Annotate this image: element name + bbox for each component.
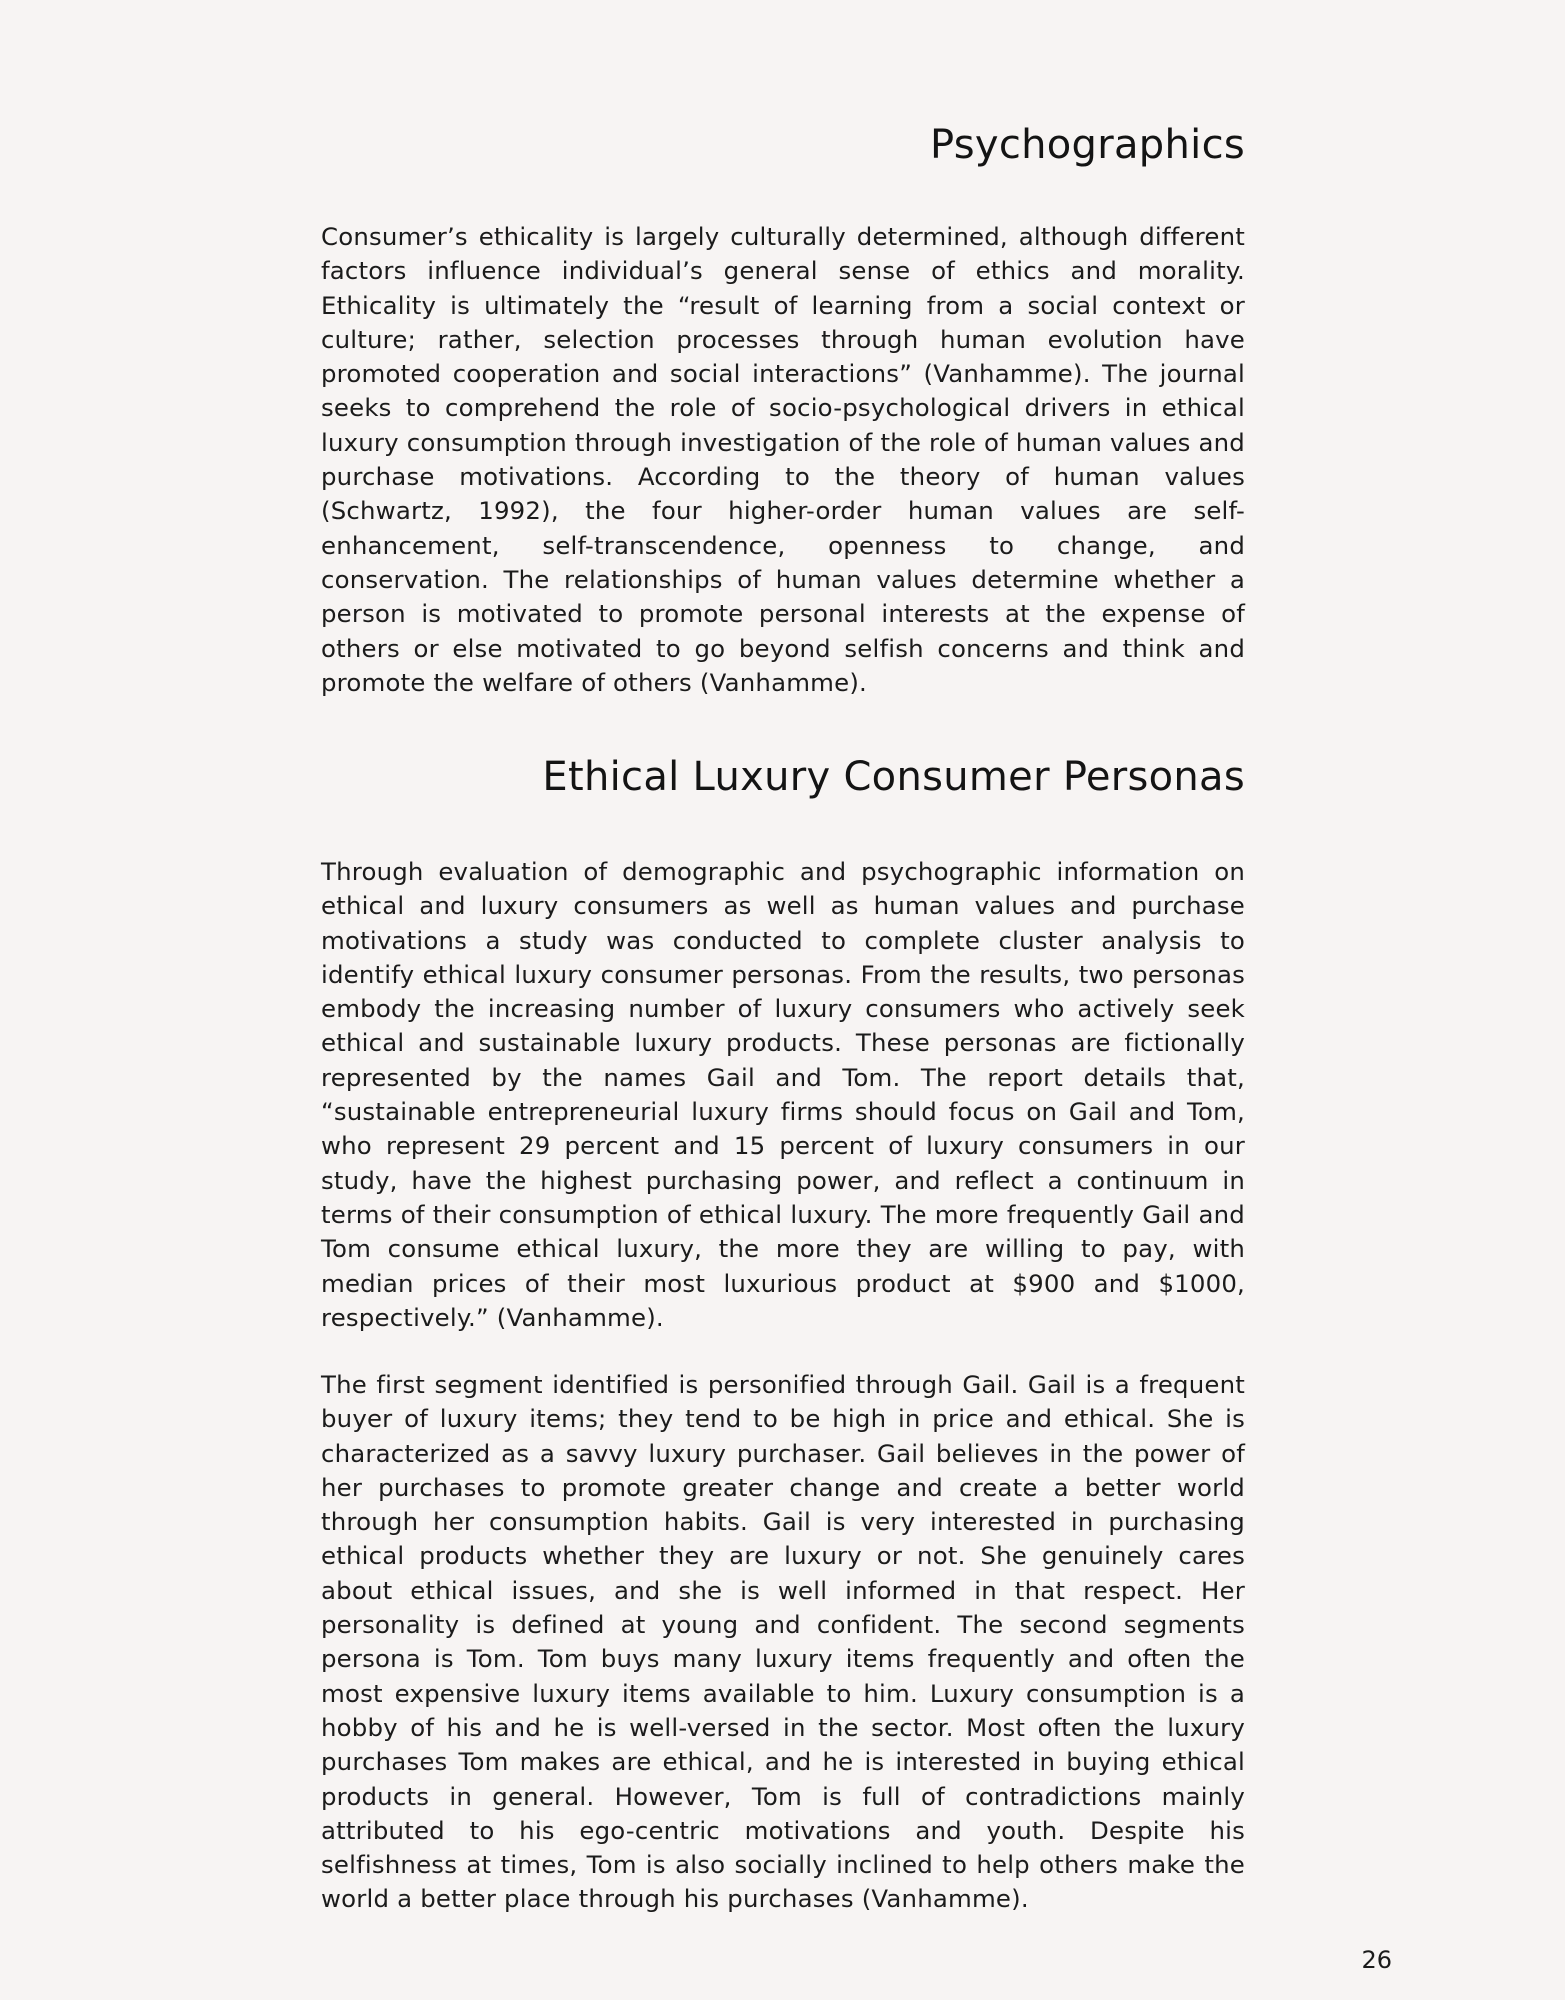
section-heading-psychographics: Psychographics — [930, 122, 1245, 168]
section-heading-personas: Ethical Luxury Consumer Personas — [542, 754, 1245, 800]
paragraph-psychographics: Consumer’s ethicality is largely culturally determined, although different factors influence individual’s general sense of ethics and morality. Ethicality is ultimately the “result of learning from a social context or culture; rather, selection processes through human evolution have promoted cooperation and social interactions” (Vanhamme). The journal seeks to comprehend the role of socio-psychological drivers in ethical luxury consumption through investigation of the role of human values and purchase motivations. According to the theory of human values (Schwartz, 1992), the four higher-order human values are self-enhancement, self-transcendence, openness to change, and conservation. The relationships of human values determine whether a person is motivated to promote personal interests at the expense of others or else motivated to go beyond selfish concerns and think and promote the welfare of others (Vanhamme). — [321, 222, 1245, 697]
page-number: 26 — [1361, 1946, 1392, 1974]
paragraph-personas-study: Through evaluation of demographic and psychographic information on ethical and luxury consumers as well as human values and purchase motivations a study was conducted to complete cluster analysis to identify ethical luxury consumer personas. From the results, two personas embody the increasing number of luxury consumers who actively seek ethical and sustainable luxury products. These personas are fictionally represented by the names Gail and Tom. The report details that, “sustainable entrepreneurial luxury firms should focus on Gail and Tom, who represent 29 percent and 15 percent of luxury consumers in our study, have the highest purchasing power, and reflect a continuum in terms of their consumption of ethical luxury. The more frequently Gail and Tom consume ethical luxury, the more they are willing to pay, with median prices of their most luxurious product at $900 and $1000, respectively.” (Vanhamme). — [321, 857, 1245, 1332]
paragraph-personas-gail-tom: The first segment identified is personified through Gail. Gail is a frequent buyer of luxury items; they tend to be high in price and ethical. She is characterized as a savvy luxury purchaser. Gail believes in the power of her purchases to promote greater change and create a better world through her consumption habits. Gail is very interested in purchasing ethical products whether they are luxury or not. She genuinely cares about ethical issues, and she is well informed in that respect. Her personality is defined at young and confident. The second segments persona is Tom. Tom buys many luxury items frequently and often the most expensive luxury items available to him. Luxury consumption is a hobby of his and he is well-versed in the sector. Most often the luxury purchases Tom makes are ethical, and he is interested in buying ethical products in general. However, Tom is full of contradictions mainly attributed to his ego-centric motivations and youth. Despite his selfishness at times, Tom is also socially inclined to help others make the world a better place through his purchases (Vanhamme). — [321, 1370, 1245, 1914]
